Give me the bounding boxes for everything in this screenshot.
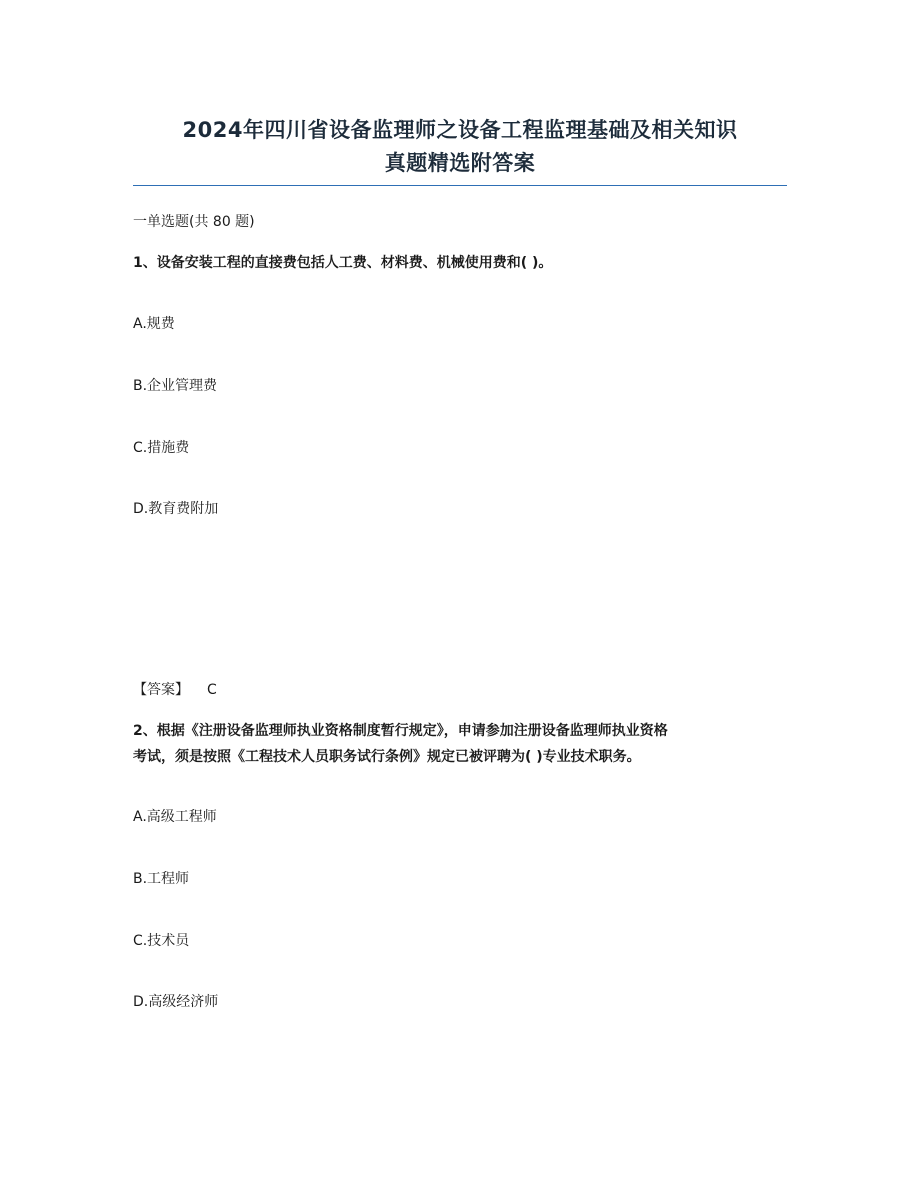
question-1-answer <box>133 676 217 704</box>
question-2-option-a: A.高级工程师 <box>133 809 217 825</box>
question-2-text-line-1: 2、根据《注册设备监理师执业资格制度暂行规定》，申请参加注册设备监理师执业资格 <box>133 723 668 739</box>
question-2-text-line-2: 考试，须是按照《工程技术人员职务试行条例》规定已被评聘为( )专业技术职务。 <box>133 749 641 765</box>
answer-label: 【答案】 <box>133 682 189 698</box>
title-divider <box>133 185 787 186</box>
question-1-option-a: A.规费 <box>133 316 175 332</box>
question-2-option-c: C.技术员 <box>133 933 190 949</box>
title-line-1: 2024年四川省设备监理师之设备工程监理基础及相关知识 <box>182 118 738 142</box>
question-2-option-b: B.工程师 <box>133 871 190 887</box>
question-1-option-b: B.企业管理费 <box>133 378 218 394</box>
question-1-option-c: C.措施费 <box>133 440 190 456</box>
question-1-option-d: D.教育费附加 <box>133 501 219 517</box>
section-heading: 一单选题(共 80 题) <box>133 214 255 230</box>
question-2-option-d: D.高级经济师 <box>133 994 219 1010</box>
document-title <box>133 114 787 180</box>
answer-value: C <box>207 682 217 698</box>
title-line-2: 真题精选附答案 <box>384 151 536 175</box>
question-1-text: 1、设备安装工程的直接费包括人工费、材料费、机械使用费和( )。 <box>133 255 553 271</box>
